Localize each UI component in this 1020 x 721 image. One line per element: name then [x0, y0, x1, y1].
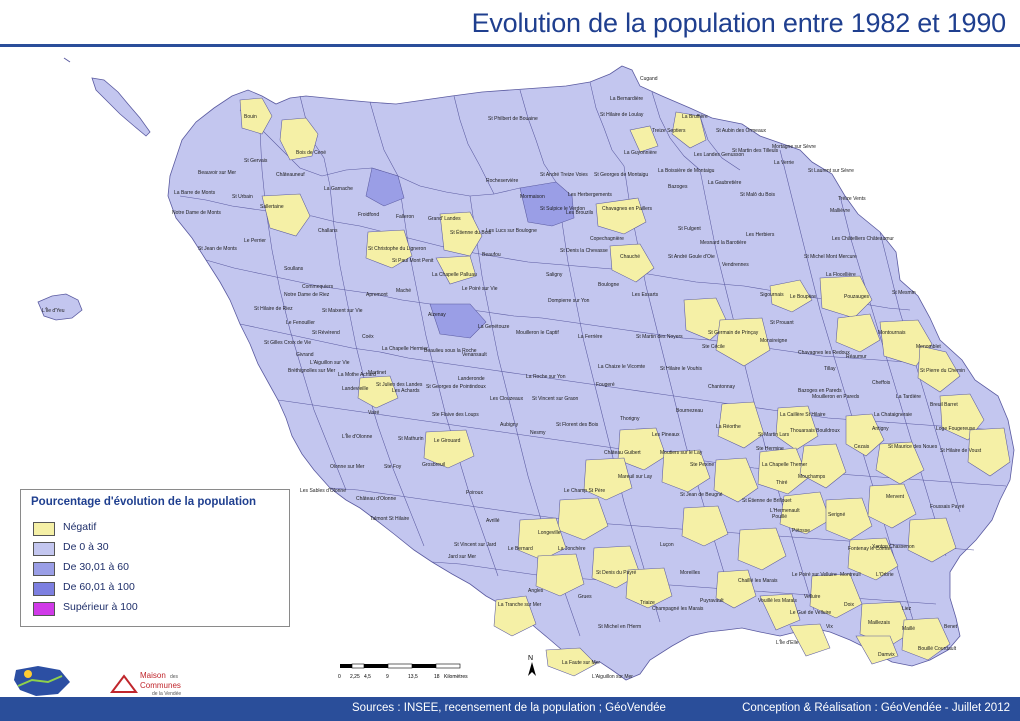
- svg-text:Puyravault: Puyravault: [700, 598, 724, 604]
- svg-text:Grues: Grues: [578, 594, 592, 600]
- svg-text:Vendrennes: Vendrennes: [722, 262, 749, 268]
- svg-text:Givrand: Givrand: [296, 352, 314, 358]
- svg-text:Ste Flaive des Loups: Ste Flaive des Loups: [432, 412, 479, 418]
- svg-text:La Boissière de Montaigu: La Boissière de Montaigu: [658, 168, 715, 174]
- svg-text:Les Essarts: Les Essarts: [632, 292, 659, 298]
- svg-text:Xanton Chassenon: Xanton Chassenon: [872, 544, 915, 550]
- svg-text:Venansault: Venansault: [462, 352, 487, 358]
- svg-text:Ste Cécile: Ste Cécile: [702, 344, 725, 350]
- svg-text:St Étienne de Brillouet: St Étienne de Brillouet: [742, 498, 792, 504]
- svg-text:St Paul Mont Penit: St Paul Mont Penit: [392, 258, 434, 264]
- svg-text:Chantonnay: Chantonnay: [708, 384, 735, 390]
- svg-text:Pétosse: Pétosse: [792, 528, 811, 534]
- svg-text:La Guyonnière: La Guyonnière: [624, 150, 657, 156]
- svg-text:St Maixent sur Vie: St Maixent sur Vie: [322, 308, 363, 314]
- svg-text:Vouillé les Marais: Vouillé les Marais: [758, 598, 797, 604]
- svg-text:Tillay: Tillay: [824, 366, 836, 372]
- svg-text:La Bernardière: La Bernardière: [610, 96, 644, 102]
- svg-text:Le Poiré sur Vie: Le Poiré sur Vie: [462, 286, 498, 292]
- legend-label: De 0 à 30: [63, 541, 109, 553]
- svg-text:Froidfond: Froidfond: [358, 212, 380, 218]
- svg-text:Cheffois: Cheffois: [872, 380, 891, 386]
- svg-text:St Martin Lars: St Martin Lars: [758, 432, 790, 438]
- svg-text:Les Landes Genusson: Les Landes Genusson: [694, 152, 745, 158]
- svg-text:Maillezais: Maillezais: [868, 620, 890, 626]
- svg-text:Grosbreuil: Grosbreuil: [422, 462, 446, 468]
- svg-text:Sigournais: Sigournais: [760, 292, 784, 298]
- svg-text:La Ferrière: La Ferrière: [578, 334, 603, 340]
- svg-text:Velluire: Velluire: [804, 594, 821, 600]
- svg-text:Soullans: Soullans: [284, 266, 304, 272]
- svg-text:Le Bernard: Le Bernard: [508, 546, 533, 552]
- svg-text:La Chataigneraie: La Chataigneraie: [874, 412, 913, 418]
- svg-text:Mouchamps: Mouchamps: [798, 474, 826, 480]
- scale-tick: 18: [434, 674, 440, 680]
- svg-text:Mareuil sur Lay: Mareuil sur Lay: [618, 474, 653, 480]
- svg-text:Dompierre sur Yon: Dompierre sur Yon: [548, 298, 590, 304]
- svg-text:St Martin des Tilleuls: St Martin des Tilleuls: [732, 148, 779, 154]
- svg-text:Les Lucs sur Boulogne: Les Lucs sur Boulogne: [486, 228, 537, 234]
- svg-text:Loge Fougereuse: Loge Fougereuse: [936, 426, 976, 432]
- svg-text:St Mesmin: St Mesmin: [892, 290, 916, 296]
- svg-text:Martinet: Martinet: [368, 370, 387, 376]
- svg-text:Nesmy: Nesmy: [530, 430, 546, 436]
- svg-text:Fougeré: Fougeré: [596, 382, 615, 388]
- svg-text:Rocheservière: Rocheservière: [486, 178, 519, 184]
- legend-label: De 60,01 à 100: [63, 581, 135, 593]
- svg-text:Mesnard la Barotière: Mesnard la Barotière: [700, 240, 747, 246]
- svg-text:Le Poiré sur Velluire: Le Poiré sur Velluire: [792, 572, 837, 578]
- svg-text:Maillé: Maillé: [902, 626, 916, 632]
- svg-text:St Jean de Beugné: St Jean de Beugné: [680, 492, 723, 498]
- svg-text:Boulogne: Boulogne: [598, 282, 620, 288]
- svg-text:Talmont St Hilaire: Talmont St Hilaire: [370, 516, 410, 522]
- svg-text:St Christophe du Ligneron: St Christophe du Ligneron: [368, 246, 427, 252]
- svg-text:La Flocellière: La Flocellière: [826, 272, 856, 278]
- svg-text:La Garnache: La Garnache: [324, 186, 353, 192]
- svg-text:St Hilaire le Vouhis: St Hilaire le Vouhis: [660, 366, 702, 372]
- scale-tick: 2,25: [350, 674, 360, 680]
- svg-text:Beaufou: Beaufou: [482, 252, 501, 258]
- scale-unit: Kilomètres: [444, 674, 468, 680]
- svg-text:Fontenay le Comte: Fontenay le Comte: [848, 546, 891, 552]
- svg-text:St Jean de Monts: St Jean de Monts: [198, 246, 237, 252]
- legend: [20, 489, 290, 627]
- svg-text:St Gilles Croix de Vie: St Gilles Croix de Vie: [264, 340, 312, 346]
- islet-mark: [64, 58, 70, 62]
- svg-text:St Vincent sur Jard: St Vincent sur Jard: [454, 542, 497, 548]
- svg-text:St Révérend: St Révérend: [312, 330, 340, 336]
- svg-text:St Mathurin: St Mathurin: [398, 436, 424, 442]
- svg-text:La Genétouze: La Genétouze: [478, 324, 510, 330]
- svg-text:St André Treize Voies: St André Treize Voies: [540, 172, 588, 178]
- logo-text: Communes: [140, 681, 181, 690]
- svg-text:Chavagnes les Redoux: Chavagnes les Redoux: [798, 350, 850, 356]
- svg-text:Angles: Angles: [528, 588, 544, 594]
- svg-text:La Faute sur Mer: La Faute sur Mer: [562, 660, 601, 666]
- svg-text:Les Pineaux: Les Pineaux: [652, 432, 680, 438]
- svg-text:Poiroux: Poiroux: [466, 490, 483, 496]
- ile-d-yeu: [38, 294, 82, 320]
- north-label: N: [528, 655, 534, 662]
- svg-text:Les Sables d'Olonne: Les Sables d'Olonne: [300, 488, 346, 494]
- north-arrow-icon: [522, 652, 542, 680]
- svg-text:L'Hermenault: L'Hermenault: [770, 508, 800, 514]
- svg-text:La Roche sur Yon: La Roche sur Yon: [526, 374, 566, 380]
- svg-text:L'Île d'Elle: L'Île d'Elle: [776, 640, 799, 646]
- svg-text:Grand' Landes: Grand' Landes: [428, 216, 461, 222]
- svg-text:Menomblet: Menomblet: [916, 344, 941, 350]
- svg-text:St Michel Mont Mercure: St Michel Mont Mercure: [804, 254, 857, 260]
- svg-text:Apremont: Apremont: [366, 292, 388, 298]
- svg-text:Château d'Olonne: Château d'Olonne: [356, 496, 397, 502]
- svg-text:Commequiers: Commequiers: [302, 284, 334, 290]
- svg-text:Mouilleron le Captif: Mouilleron le Captif: [516, 330, 559, 336]
- svg-text:Landeronde: Landeronde: [458, 376, 485, 382]
- svg-text:Bazoges en Pareds: Bazoges en Pareds: [798, 388, 842, 394]
- svg-text:Champagné les Marais: Champagné les Marais: [652, 606, 704, 612]
- footer-bar: [0, 697, 1020, 721]
- svg-text:Moreilles: Moreilles: [680, 570, 701, 576]
- scale-tick: 9: [386, 674, 389, 680]
- svg-text:Treize Septiers: Treize Septiers: [652, 128, 686, 134]
- svg-text:Beauvoir sur Mer: Beauvoir sur Mer: [198, 170, 237, 176]
- svg-text:Beaulieu sous la Roche: Beaulieu sous la Roche: [424, 348, 477, 354]
- svg-text:St Vincent sur Graon: St Vincent sur Graon: [532, 396, 579, 402]
- svg-text:La Bruffière: La Bruffière: [682, 114, 708, 120]
- svg-text:Le Boupère: Le Boupère: [790, 294, 816, 300]
- svg-text:St Gervais: St Gervais: [244, 158, 268, 164]
- svg-text:La Caillère St Hilaire: La Caillère St Hilaire: [780, 412, 826, 418]
- legend-swatch: [33, 602, 55, 616]
- svg-text:Aubigny: Aubigny: [500, 422, 519, 428]
- svg-text:L'Aiguillon sur Vie: L'Aiguillon sur Vie: [310, 360, 350, 366]
- svg-text:Tréize Vents: Tréize Vents: [838, 196, 866, 202]
- svg-text:St Prouant: St Prouant: [770, 320, 794, 326]
- svg-text:Les Châtelliers Châteaumur: Les Châtelliers Châteaumur: [832, 236, 894, 242]
- scale-bar: [338, 662, 488, 688]
- svg-text:Triaize: Triaize: [640, 600, 655, 606]
- svg-text:Thouarsais Bouildroux: Thouarsais Bouildroux: [790, 428, 840, 434]
- svg-text:Le Fenouiller: Le Fenouiller: [286, 320, 315, 326]
- svg-text:St Étienne du Bois: St Étienne du Bois: [450, 230, 492, 236]
- svg-text:L'Aiguillon sur Mer: L'Aiguillon sur Mer: [592, 674, 633, 680]
- logo-text: des: [170, 674, 179, 680]
- legend-label: De 30,01 à 60: [63, 561, 129, 573]
- svg-text:Chavagnes en Paillers: Chavagnes en Paillers: [602, 206, 653, 212]
- svg-text:L'Orbrie: L'Orbrie: [876, 572, 894, 578]
- svg-text:St Denis la Chevasse: St Denis la Chevasse: [560, 248, 608, 254]
- svg-text:Bréthignolles sur Mer: Bréthignolles sur Mer: [288, 368, 336, 374]
- svg-text:Challans: Challans: [318, 228, 338, 234]
- svg-text:St Pierre du Chemin: St Pierre du Chemin: [920, 368, 966, 374]
- svg-text:St Aubin des Ormeaux: St Aubin des Ormeaux: [716, 128, 767, 134]
- svg-text:Réaumur: Réaumur: [846, 354, 867, 360]
- svg-text:Bazoges: Bazoges: [668, 184, 688, 190]
- svg-text:Cezais: Cezais: [854, 444, 870, 450]
- legend-label: Supérieur à 100: [63, 601, 138, 613]
- scale-tick: 4,5: [364, 674, 371, 680]
- map-title: Evolution de la population entre 1982 et 1990: [471, 8, 1006, 38]
- svg-text:Châteauneuf: Châteauneuf: [276, 172, 305, 178]
- svg-text:L'Île d'Yeu: L'Île d'Yeu: [42, 308, 65, 314]
- svg-text:Notre Dame de Monts: Notre Dame de Monts: [172, 210, 221, 216]
- logo-text: de la Vendée: [152, 691, 182, 697]
- svg-text:La Chapelle Hermier: La Chapelle Hermier: [382, 346, 428, 352]
- svg-text:Les Herbiers: Les Herbiers: [746, 232, 775, 238]
- svg-text:St Martin des Noyers: St Martin des Noyers: [636, 334, 683, 340]
- svg-text:Le Gué de Velluire: Le Gué de Velluire: [790, 610, 832, 616]
- maison-des-communes-logo: [108, 668, 198, 698]
- svg-text:La Réorthe: La Réorthe: [716, 424, 741, 430]
- svg-text:St Hilaire de Voust: St Hilaire de Voust: [940, 448, 982, 454]
- svg-text:Les Brouzils: Les Brouzils: [566, 210, 594, 216]
- svg-text:Bournezeau: Bournezeau: [676, 408, 703, 414]
- svg-text:La Barre de Monts: La Barre de Monts: [174, 190, 216, 196]
- svg-text:St Maurice des Noues: St Maurice des Noues: [888, 444, 938, 450]
- svg-text:Mormaison: Mormaison: [520, 194, 545, 200]
- svg-text:Ste Foy: Ste Foy: [384, 464, 402, 470]
- svg-text:St Georges de Pointindoux: St Georges de Pointindoux: [426, 384, 486, 390]
- legend-label: Négatif: [63, 521, 97, 533]
- svg-text:Thorigny: Thorigny: [620, 416, 640, 422]
- legend-swatch: [33, 582, 55, 596]
- svg-text:St Georges de Montaigu: St Georges de Montaigu: [594, 172, 649, 178]
- svg-text:Mouilleron en Pareds: Mouilleron en Pareds: [812, 394, 860, 400]
- svg-text:Benet: Benet: [944, 624, 958, 630]
- svg-text:Olonne sur Mer: Olonne sur Mer: [330, 464, 365, 470]
- scale-tick: 13,5: [408, 674, 418, 680]
- svg-text:St Fulgent: St Fulgent: [678, 226, 701, 232]
- svg-text:Chaillé les Marais: Chaillé les Marais: [738, 578, 778, 584]
- svg-text:Falleron: Falleron: [396, 214, 415, 220]
- svg-text:La Chaize le Vicomte: La Chaize le Vicomte: [598, 364, 646, 370]
- svg-text:Thiré: Thiré: [776, 480, 788, 486]
- svg-text:Monsireigne: Monsireigne: [760, 338, 788, 344]
- svg-text:St Philbert de Bouaine: St Philbert de Bouaine: [488, 116, 538, 122]
- svg-text:Les Herbergements: Les Herbergements: [568, 192, 612, 198]
- svg-text:Le Girouard: Le Girouard: [434, 438, 461, 444]
- svg-text:St Urbain: St Urbain: [232, 194, 253, 200]
- scale-tick: 0: [338, 674, 341, 680]
- svg-text:Foussais Payré: Foussais Payré: [930, 504, 965, 510]
- logo-text: Maison: [140, 671, 166, 680]
- svg-text:Serigné: Serigné: [828, 512, 846, 518]
- legend-title: Pourcentage d'évolution de la population: [31, 496, 257, 508]
- svg-text:St Michel en l'Herm: St Michel en l'Herm: [598, 624, 642, 630]
- svg-text:Avrillé: Avrillé: [486, 518, 500, 524]
- svg-text:Bois de Cené: Bois de Cené: [296, 150, 327, 156]
- legend-swatch: [33, 522, 55, 536]
- footer-credit: Conception & Réalisation : GéoVendée - Juillet 2012: [742, 702, 1010, 714]
- svg-text:Ste Pexine: Ste Pexine: [690, 462, 715, 468]
- svg-text:Breuil Barret: Breuil Barret: [930, 402, 958, 408]
- svg-text:Les Clouzeaux: Les Clouzeaux: [490, 396, 524, 402]
- ile-de-noirmoutier: [92, 78, 150, 136]
- legend-swatch: [33, 542, 55, 556]
- svg-text:L'Île d'Olonne: L'Île d'Olonne: [342, 434, 373, 440]
- svg-text:Antigny: Antigny: [872, 426, 889, 432]
- svg-text:Le Perrier: Le Perrier: [244, 238, 266, 244]
- footer-sources: Sources : INSEE, recensement de la population ; GéoVendée: [352, 702, 666, 714]
- svg-text:St André Goule d'Oie: St André Goule d'Oie: [668, 254, 715, 260]
- svg-text:Saligny: Saligny: [546, 272, 563, 278]
- svg-text:Mortagne sur Sèvre: Mortagne sur Sèvre: [772, 144, 816, 150]
- svg-text:Damvix: Damvix: [878, 652, 895, 658]
- svg-text:La Chapelle Themer: La Chapelle Themer: [762, 462, 808, 468]
- svg-text:Maché: Maché: [396, 288, 412, 294]
- svg-text:Vairé: Vairé: [368, 410, 380, 416]
- legend-swatch: [33, 562, 55, 576]
- svg-text:Vix: Vix: [826, 624, 833, 630]
- svg-text:La Gaubretière: La Gaubretière: [708, 180, 742, 186]
- svg-text:Pouzauges: Pouzauges: [844, 294, 870, 300]
- svg-text:Liez: Liez: [902, 606, 912, 612]
- svg-text:St Florent des Bois: St Florent des Bois: [556, 422, 599, 428]
- svg-text:Luçon: Luçon: [660, 542, 674, 548]
- svg-text:Jard sur Mer: Jard sur Mer: [448, 554, 477, 560]
- svg-text:Copechagnière: Copechagnière: [590, 236, 624, 242]
- svg-text:Les Achards: Les Achards: [392, 388, 420, 394]
- svg-text:Mallièvre: Mallièvre: [830, 208, 851, 214]
- svg-text:Sallertaine: Sallertaine: [260, 204, 284, 210]
- svg-text:St Laurent sur Sèvre: St Laurent sur Sèvre: [808, 168, 854, 174]
- header-bar: [0, 0, 1020, 44]
- svg-text:St Germain de Prinçay: St Germain de Prinçay: [708, 330, 759, 336]
- svg-text:St Hilaire de Loulay: St Hilaire de Loulay: [600, 112, 644, 118]
- svg-text:Montournais: Montournais: [878, 330, 906, 336]
- svg-text:La Jonchère: La Jonchère: [558, 546, 586, 552]
- svg-text:St Hilaire de Riez: St Hilaire de Riez: [254, 306, 293, 312]
- svg-text:La Tardière: La Tardière: [896, 394, 921, 400]
- svg-text:Ste Hermine: Ste Hermine: [756, 446, 784, 452]
- svg-text:St Sulpice le Verdon: St Sulpice le Verdon: [540, 206, 586, 212]
- svg-text:Montreuil: Montreuil: [840, 572, 861, 578]
- svg-text:Bouin: Bouin: [244, 114, 257, 120]
- svg-text:La Chapelle Palluau: La Chapelle Palluau: [432, 272, 477, 278]
- svg-text:Chauché: Chauché: [620, 254, 641, 260]
- svg-text:La Verrie: La Verrie: [774, 160, 795, 166]
- geovendee-logo: [8, 660, 78, 700]
- svg-text:Pouillé: Pouillé: [772, 514, 788, 520]
- svg-text:Coëx: Coëx: [362, 334, 374, 340]
- svg-text:Longeville: Longeville: [538, 530, 561, 536]
- svg-text:Notre Dame de Riez: Notre Dame de Riez: [284, 292, 330, 298]
- svg-text:Château Guibert: Château Guibert: [604, 450, 641, 456]
- svg-text:La Mothe Achard: La Mothe Achard: [338, 372, 376, 378]
- svg-text:St Malô du Bois: St Malô du Bois: [740, 192, 776, 198]
- svg-text:Aizenay: Aizenay: [428, 312, 446, 318]
- svg-text:La Tranche sur Mer: La Tranche sur Mer: [498, 602, 542, 608]
- svg-text:Cugand: Cugand: [640, 76, 658, 82]
- svg-text:Le Champ St Père: Le Champ St Père: [564, 488, 606, 494]
- svg-text:Doix: Doix: [844, 602, 855, 608]
- svg-text:Bouillé Courdault: Bouillé Courdault: [918, 646, 957, 652]
- svg-text:Moutiers sur le Lay: Moutiers sur le Lay: [660, 450, 703, 456]
- svg-text:Landevieille: Landevieille: [342, 386, 369, 392]
- svg-text:Mervent: Mervent: [886, 494, 905, 500]
- svg-text:St Denis du Payré: St Denis du Payré: [596, 570, 637, 576]
- svg-text:St Julien des Landes: St Julien des Landes: [376, 382, 423, 388]
